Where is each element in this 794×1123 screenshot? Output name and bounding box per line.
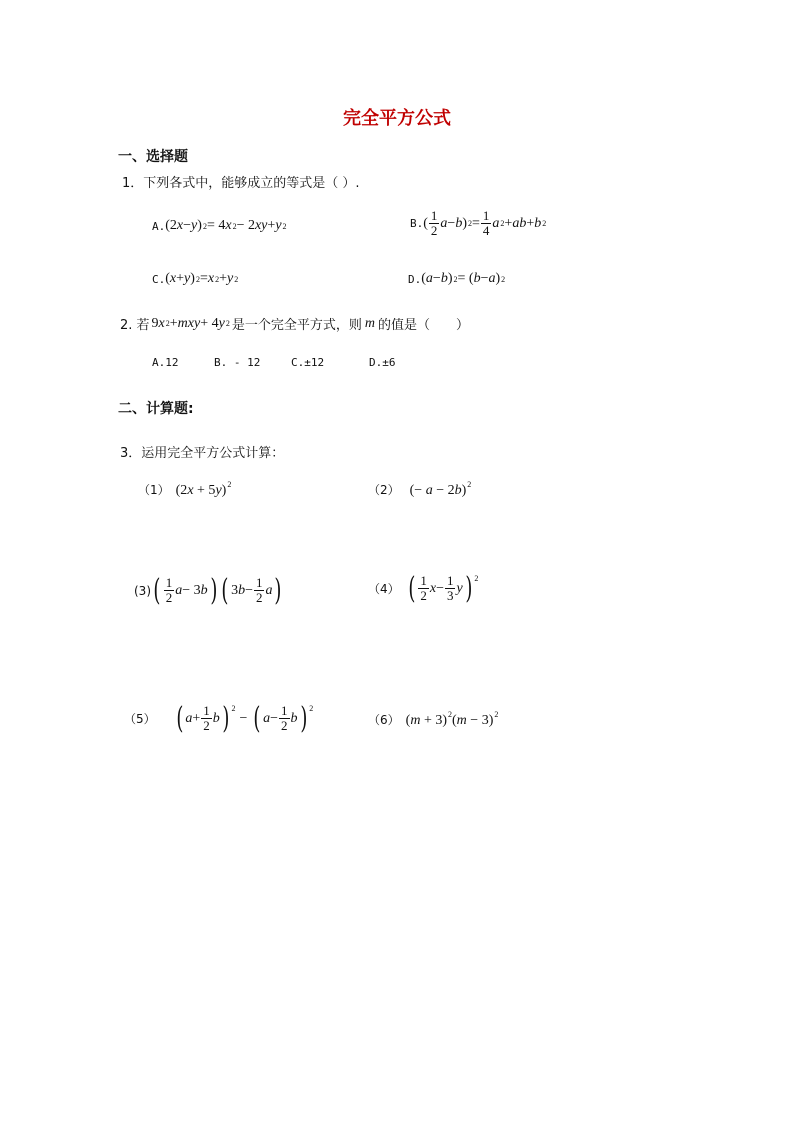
part-3: (3) ( $\frac{1}{2}$ a − 3 b ) ( 3 b − $\frac{1}{2}$ a ) [134, 572, 282, 608]
question-3: 3．运用完全平方公式计算： [120, 446, 285, 461]
q2-option-b: B. - 12 [214, 356, 261, 369]
part-4: （4） ( $\frac{1}{2}$ x − $\frac{1}{3}$ y ) 2 [368, 570, 479, 606]
part-1: （1） $(2x + 5y)^2$ [138, 480, 232, 498]
part-5: （5） ( a + $\frac{1}{2}$ b ) 2 − ( a − $\frac{1}{2}$ b ) 2 [124, 700, 314, 736]
option-c: C. ( x + y ) 2 = x 2 + y 2 [152, 271, 239, 286]
q2-option-d: D.±6 [369, 356, 396, 369]
question-2: 2. 若 9 x 2 + mxy + 4 y 2 是一个完全平方式，则 m 的值是（ ） [120, 315, 469, 333]
q2-option-a: A.12 [152, 356, 179, 369]
part-2: （2） (− a − 2b)$^2$ [368, 480, 472, 498]
section-heading-choice: 一、选择题 [118, 149, 188, 165]
page-title: 完全平方公式 [343, 108, 451, 129]
option-a: A. (2 x − y ) 2 = 4 x 2 − 2 xy + y 2 [152, 218, 287, 233]
section-heading-calc: 二、计算题: [118, 401, 194, 417]
option-b: B. ( $\frac{1}{2}$ a − b ) 2 = $\frac{1}{4}$ a 2 + ab + b 2 [410, 208, 547, 238]
option-d: D. ( a − b ) 2 = ( b − a ) 2 [408, 271, 506, 286]
question-1: 1．下列各式中，能够成立的等式是（ ）. [122, 176, 360, 191]
part-6: （6） $(m + 3)^2(m - 3)^2$ [368, 710, 499, 728]
q2-option-c: C.±12 [291, 356, 325, 369]
